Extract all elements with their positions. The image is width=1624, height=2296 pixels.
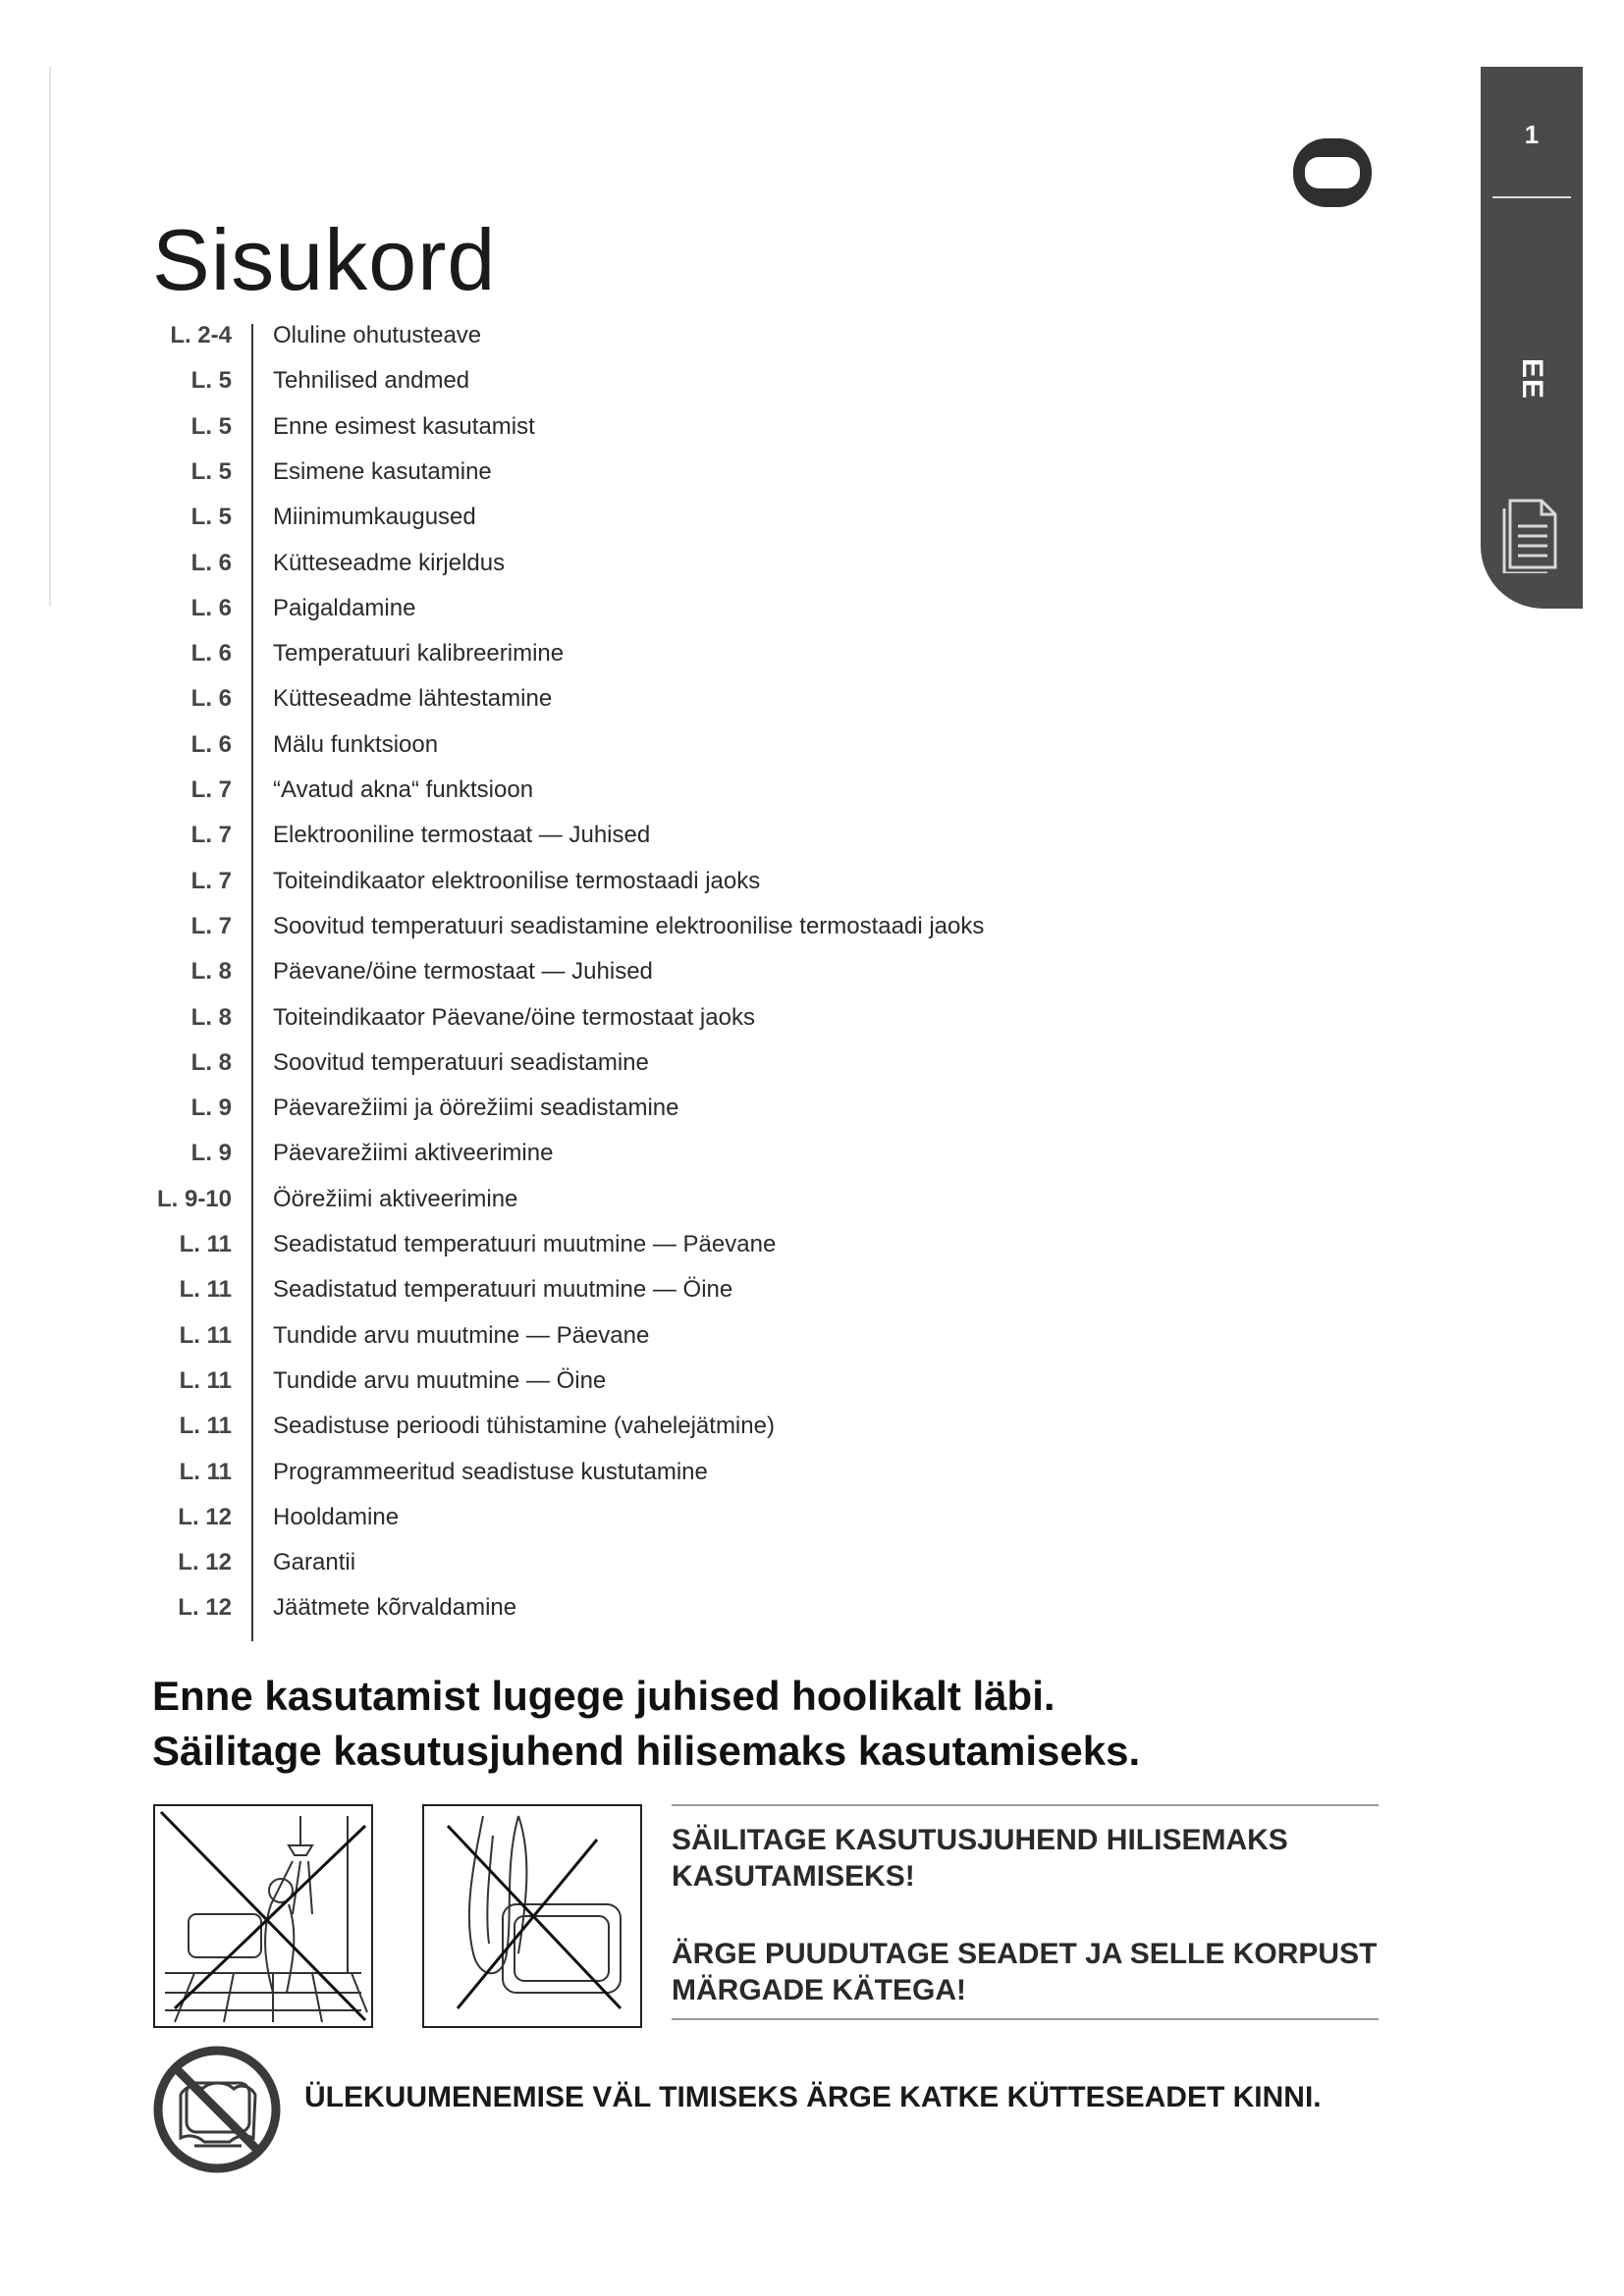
toc-row	[0, 361, 1178, 400]
toc-entry-label: Tundide arvu muutmine — Öine	[273, 1366, 607, 1394]
toc-entry-label: Päevarežiimi aktiveerimine	[273, 1140, 554, 1167]
toc-row	[0, 1089, 1178, 1128]
toc-row	[0, 1453, 1178, 1492]
language-code: EE	[1516, 358, 1548, 400]
toc-entry-label: Soovitud temperatuuri seadistamine elektroonilise termostaadi jaoks	[273, 912, 985, 939]
toc-page-ref: L. 9	[190, 1095, 232, 1122]
toc-row	[0, 1134, 1178, 1173]
toc-page-ref: L. 12	[178, 1503, 232, 1530]
toc-page-ref: L. 9	[190, 1140, 232, 1167]
toc-entry-label: Jäätmete kõrvaldamine	[273, 1594, 517, 1622]
toc-entry-label: Seadistatud temperatuuri muutmine — Päevane	[273, 1231, 777, 1257]
warning-rule-bottom	[672, 2018, 1379, 2020]
toc-row	[0, 1180, 1178, 1219]
toc-entry-label: Elektrooniline termostaat — Juhised	[273, 822, 651, 849]
toc-entry-label: Toiteindikaator elektroonilise termostaadi jaoks	[273, 867, 761, 894]
toc-page-ref: L. 11	[179, 1366, 232, 1394]
toc-page-ref: L. 8	[190, 1003, 232, 1031]
toc-entry-label: Öörežiimi aktiveerimine	[273, 1185, 518, 1212]
toc-row	[0, 1588, 1178, 1628]
toc-page-ref: L. 5	[190, 504, 232, 531]
toc-entry-label: Hooldamine	[273, 1503, 400, 1530]
no-drying-clothes-icon	[422, 1804, 642, 2028]
toc-page-ref: L. 5	[190, 367, 232, 395]
toc-entry-label: Kütteseadme lähtestamine	[273, 685, 553, 713]
toc-row	[0, 1407, 1178, 1446]
toc-row	[0, 816, 1178, 855]
toc-entry-label: Toiteindikaator Päevane/öine termostaat jaoks	[273, 1003, 755, 1031]
toc-page-ref: L. 8	[190, 1048, 232, 1076]
no-cover-warning: ÜLEKUUMENEMISE VÄL TIMISEKS ÄRGE KATKE KÜTTESEADET KINNI.	[304, 2081, 1322, 2113]
toc-page-ref: L. 6	[190, 730, 232, 758]
toc-page-ref: L. 7	[190, 822, 232, 849]
toc-page-ref: L. 6	[190, 549, 232, 576]
toc-row	[0, 1543, 1178, 1582]
no-bathroom-shower-icon	[153, 1804, 373, 2028]
toc-row	[0, 1498, 1178, 1537]
toc-row	[0, 998, 1178, 1038]
toc-row	[0, 862, 1178, 901]
wet-hands-warning: ÄRGE PUUDUTAGE SEADET JA SELLE KORPUST MÄRGADE KÄTEGA!	[672, 1938, 1378, 2006]
toc-row	[0, 544, 1178, 583]
toc-entry-label: Oluline ohutusteave	[273, 322, 482, 348]
toc-page-ref: L. 8	[190, 958, 232, 986]
toc-entry-label: Mälu funktsioon	[273, 730, 439, 758]
toc-page-ref: L. 12	[178, 1549, 232, 1576]
toc-page-ref: L. 11	[179, 1413, 232, 1440]
toc-row	[0, 634, 1178, 673]
toc-page-ref: L. 5	[190, 412, 232, 440]
toc-row	[0, 589, 1178, 628]
toc-page-ref: L. 12	[178, 1594, 232, 1622]
toc-row	[0, 1225, 1178, 1264]
toc-page-ref: L. 11	[179, 1231, 232, 1257]
toc-row	[0, 907, 1178, 946]
toc-row	[0, 498, 1178, 537]
toc-entry-label: Temperatuuri kalibreerimine	[273, 640, 565, 667]
toc-page-ref: L. 7	[190, 776, 232, 803]
toc-entry-label: Programmeeritud seadistuse kustutamine	[273, 1458, 708, 1485]
toc-page-ref: L. 6	[190, 685, 232, 713]
keep-manual-warning: SÄILITAGE KASUTUSJUHEND HILISEMAKS KASUTAMISEKS!	[672, 1824, 1288, 1893]
toc-entry-label: Tehnilised andmed	[273, 367, 470, 395]
toc-page-ref: L. 2-4	[170, 322, 232, 348]
toc-entry-label: Tundide arvu muutmine — Päevane	[273, 1321, 650, 1349]
headline-line-1: Enne kasutamist lugege juhised hoolikalt läbi.	[152, 1673, 1056, 1719]
warning-rule-top	[672, 1804, 1379, 1806]
toc-page-ref: L. 7	[190, 912, 232, 939]
headline-line-2: Säilitage kasutusjuhend hilisemaks kasutamiseks.	[152, 1728, 1141, 1774]
toc-row	[0, 453, 1178, 492]
side-tab	[1481, 67, 1583, 609]
toc-row	[0, 1270, 1178, 1309]
toc-entry-label: Päevarežiimi ja öörežiimi seadistamine	[273, 1095, 679, 1122]
toc-page-ref: L. 11	[179, 1321, 232, 1349]
toc-page-ref: L. 11	[179, 1276, 232, 1304]
toc-row	[0, 1043, 1178, 1083]
toc-entry-label: “Avatud akna“ funktsioon	[273, 776, 534, 803]
toc-entry-label: Kütteseadme kirjeldus	[273, 549, 506, 576]
toc-row	[0, 1362, 1178, 1401]
toc-page-ref: L. 5	[190, 457, 232, 485]
toc-page-ref: L. 7	[190, 867, 232, 894]
toc-row	[0, 407, 1178, 447]
toc-entry-label: Seadistatud temperatuuri muutmine — Öine	[273, 1276, 733, 1304]
toc-page-ref: L. 6	[190, 640, 232, 667]
toc-page-ref: L. 9-10	[156, 1185, 232, 1212]
page-number: 1	[1524, 120, 1540, 149]
page-title: Sisukord	[152, 211, 497, 308]
toc-row	[0, 771, 1178, 810]
toc-entry-label: Enne esimest kasutamist	[273, 412, 535, 440]
toc-entry-label: Seadistuse perioodi tühistamine (vahelejätmine)	[273, 1413, 775, 1440]
toc-row	[0, 679, 1178, 719]
toc-entry-label: Päevane/öine termostaat — Juhised	[273, 958, 653, 986]
toc-entry-label: Paigaldamine	[273, 594, 416, 621]
rounded-rectangle-logo-icon	[1288, 133, 1377, 217]
toc-entry-label: Soovitud temperatuuri seadistamine	[273, 1048, 649, 1076]
do-not-cover-icon	[151, 2044, 283, 2180]
toc-entry-label: Miinimumkaugused	[273, 504, 476, 531]
toc-row	[0, 1316, 1178, 1356]
toc-page-ref: L. 11	[179, 1458, 232, 1485]
toc-entry-label: Esimene kasutamine	[273, 457, 492, 485]
tab-divider	[1492, 196, 1571, 198]
toc-row	[0, 952, 1178, 991]
document-icon	[1500, 495, 1563, 578]
toc-page-ref: L. 6	[190, 594, 232, 621]
headline	[152, 1669, 1140, 1779]
toc-entry-label: Garantii	[273, 1549, 356, 1576]
toc-row	[0, 725, 1178, 765]
toc-row	[0, 316, 1178, 355]
